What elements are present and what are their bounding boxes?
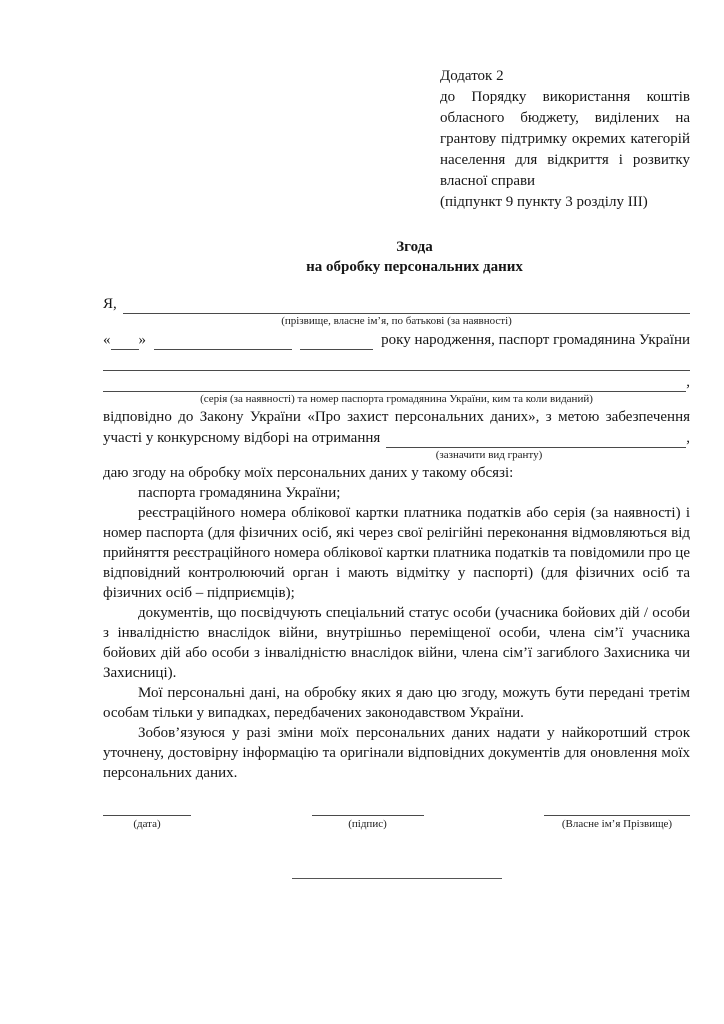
close-quote: » <box>138 332 146 348</box>
passport-blank-row-2 <box>103 371 690 392</box>
name-blank <box>544 801 690 816</box>
body-paragraph-3: реєстраційного номера облікової картки платника податків або серія (за наявності) і номер паспорта (для фізичних осіб, які через свої релігійні переконання відмовляються від прийняття реєстраційного номера облікової картки платника податків та повідомили про це відповідний контролюючий орган і мають відмітку у паспорті) (для фізичних осіб та фізичних осіб – підприємців); <box>103 505 690 601</box>
title-line-1: Згода <box>396 239 433 255</box>
appendix-label: Додаток 2 <box>440 68 504 84</box>
body-text <box>103 463 690 783</box>
body-paragraph-4: документів, що посвідчують спеціальний статус особи (учасника бойових дій / особи з інвалідністю внаслідок війни, внутрішньо переміщеної особи, члена сім’ї учасника бойових дій або особи з інвалідністю внаслідок війни, члена сім’ї загиблого Захисника чи Захисниці). <box>103 605 690 681</box>
appendix-reference: до Порядку використання коштів обласного бюджету, виділених на грантову підтримку окремих категорій населення для відкриття і розвитку власної справи <box>440 89 690 189</box>
signature-block <box>103 801 690 832</box>
day-blank <box>111 336 139 350</box>
year-blank <box>300 335 373 350</box>
signature-date-column <box>103 801 191 832</box>
full-name-caption: (прізвище, власне ім’я, по батькові (за наявності) <box>281 315 512 327</box>
grant-caption: (зазначити вид гранту) <box>435 449 543 461</box>
body-paragraph-2: паспорта громадянина України; <box>138 485 341 501</box>
birth-date-row <box>103 329 690 350</box>
date-caption: (дата) <box>133 818 161 830</box>
passport-blank-1 <box>103 370 690 371</box>
full-name-row <box>103 293 690 314</box>
sign-blank <box>312 801 424 816</box>
appendix-clause: (підпункт 9 пункту 3 розділу III) <box>440 194 648 210</box>
document-title <box>103 237 690 277</box>
passport-caption: (серія (за наявності) та номер паспорта громадянина України, ким та коли виданий) <box>200 393 593 405</box>
title-line-2: на обробку персональних даних <box>306 259 523 275</box>
law-text-line: відповідно до Закону України «Про захист персональних даних», з метою забезпечення <box>103 409 690 425</box>
body-paragraph-5: Мої персональні дані, на обробку яких я даю цю згоду, можуть бути передані третім особам тільки у випадках, передбачених законодавством України. <box>103 685 690 721</box>
grant-row <box>103 427 690 448</box>
appendix-header <box>440 66 690 213</box>
body-paragraph-1: даю згоду на обробку моїх персональних даних у такому обсязі: <box>103 465 514 481</box>
body-paragraph-6: Зобов’язуюся у разі зміни моїх персональних даних надати у найкоротший строк уточнену, достовірну інформацію та оригінали відповідних документів для оновлення моїх персональних даних. <box>103 725 690 781</box>
sign-caption: (підпис) <box>348 818 387 830</box>
month-blank <box>154 335 292 350</box>
fullname-caption: (Власне ім’я Прізвище) <box>561 818 673 830</box>
signature-name-column <box>544 801 690 832</box>
final-blank-line <box>292 876 502 879</box>
passport-blank-row-1 <box>103 350 690 371</box>
date-blank <box>103 801 191 816</box>
open-quote: « <box>103 332 111 348</box>
grant-comma: , <box>686 430 690 446</box>
pronoun-label: Я, <box>103 296 117 312</box>
grant-text: участі у конкурсному відборі на отримання <box>103 430 381 446</box>
birth-text: року народження, паспорт громадянина України <box>381 332 690 348</box>
signature-sign-column <box>312 801 424 832</box>
trailing-comma: , <box>686 374 690 390</box>
